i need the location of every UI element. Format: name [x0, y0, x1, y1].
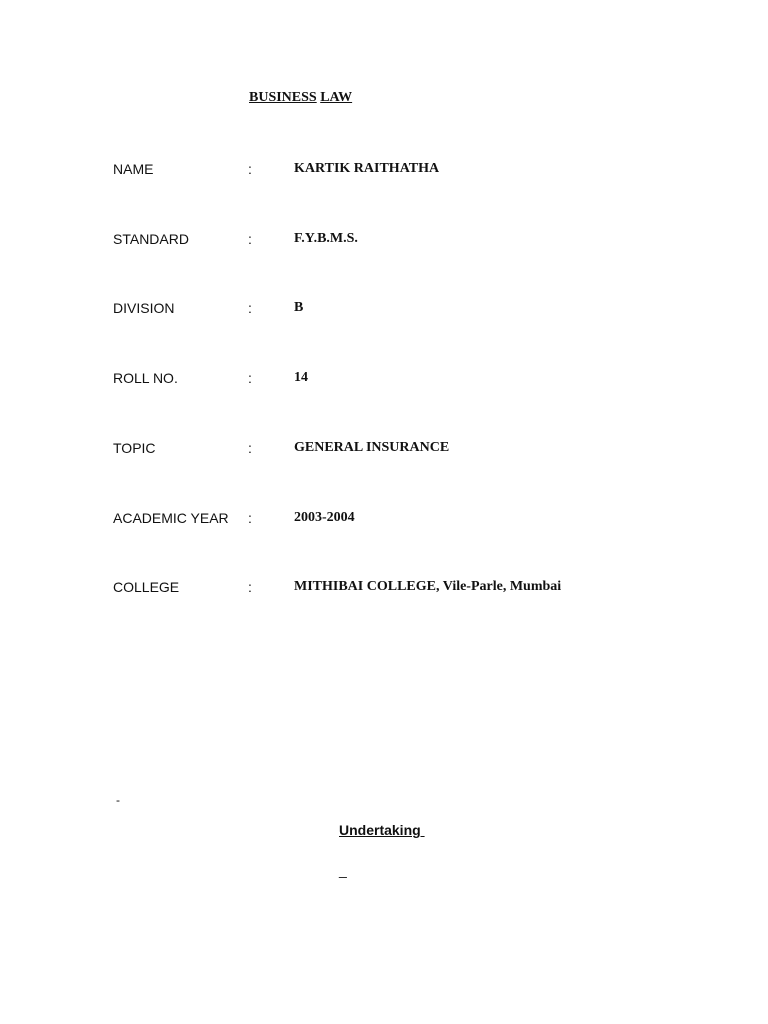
document-title	[249, 90, 352, 106]
field-value: MITHIBAI COLLEGE, Vile-Parle, Mumbai	[294, 579, 562, 594]
field-label: DIVISION	[113, 300, 175, 316]
field-label: COLLEGE	[113, 579, 180, 595]
field-value: 14	[294, 370, 308, 385]
field-label: ACADEMIC YEAR	[113, 510, 229, 526]
field-row-roll-no	[113, 370, 713, 390]
field-label: STANDARD	[113, 231, 189, 247]
field-separator: :	[248, 510, 252, 526]
stray-dash-mark: -	[116, 793, 120, 807]
field-label: ROLL NO.	[113, 370, 178, 386]
field-separator: :	[248, 231, 252, 247]
field-separator: :	[248, 300, 252, 316]
field-label: NAME	[113, 161, 154, 177]
field-row-name	[113, 161, 713, 181]
field-separator: :	[248, 370, 252, 386]
field-value: F.Y.B.M.S.	[294, 231, 358, 246]
undertaking-heading: Undertaking	[339, 822, 425, 838]
field-value: KARTIK RAITHATHA	[294, 161, 440, 176]
field-value: GENERAL INSURANCE	[294, 440, 450, 455]
underscore-mark: _	[339, 862, 347, 878]
title-word-law: LAW	[320, 90, 353, 105]
field-row-topic	[113, 440, 713, 460]
field-row-academic-year	[113, 510, 713, 530]
title-word-business: BUSINESS	[249, 90, 317, 105]
field-separator: :	[248, 579, 252, 595]
field-row-division	[113, 300, 713, 320]
field-row-college	[113, 579, 713, 599]
field-row-standard	[113, 231, 713, 251]
field-separator: :	[248, 161, 252, 177]
field-label: TOPIC	[113, 440, 156, 456]
field-value: B	[294, 300, 304, 315]
field-value: 2003-2004	[294, 510, 355, 525]
field-separator: :	[248, 440, 252, 456]
